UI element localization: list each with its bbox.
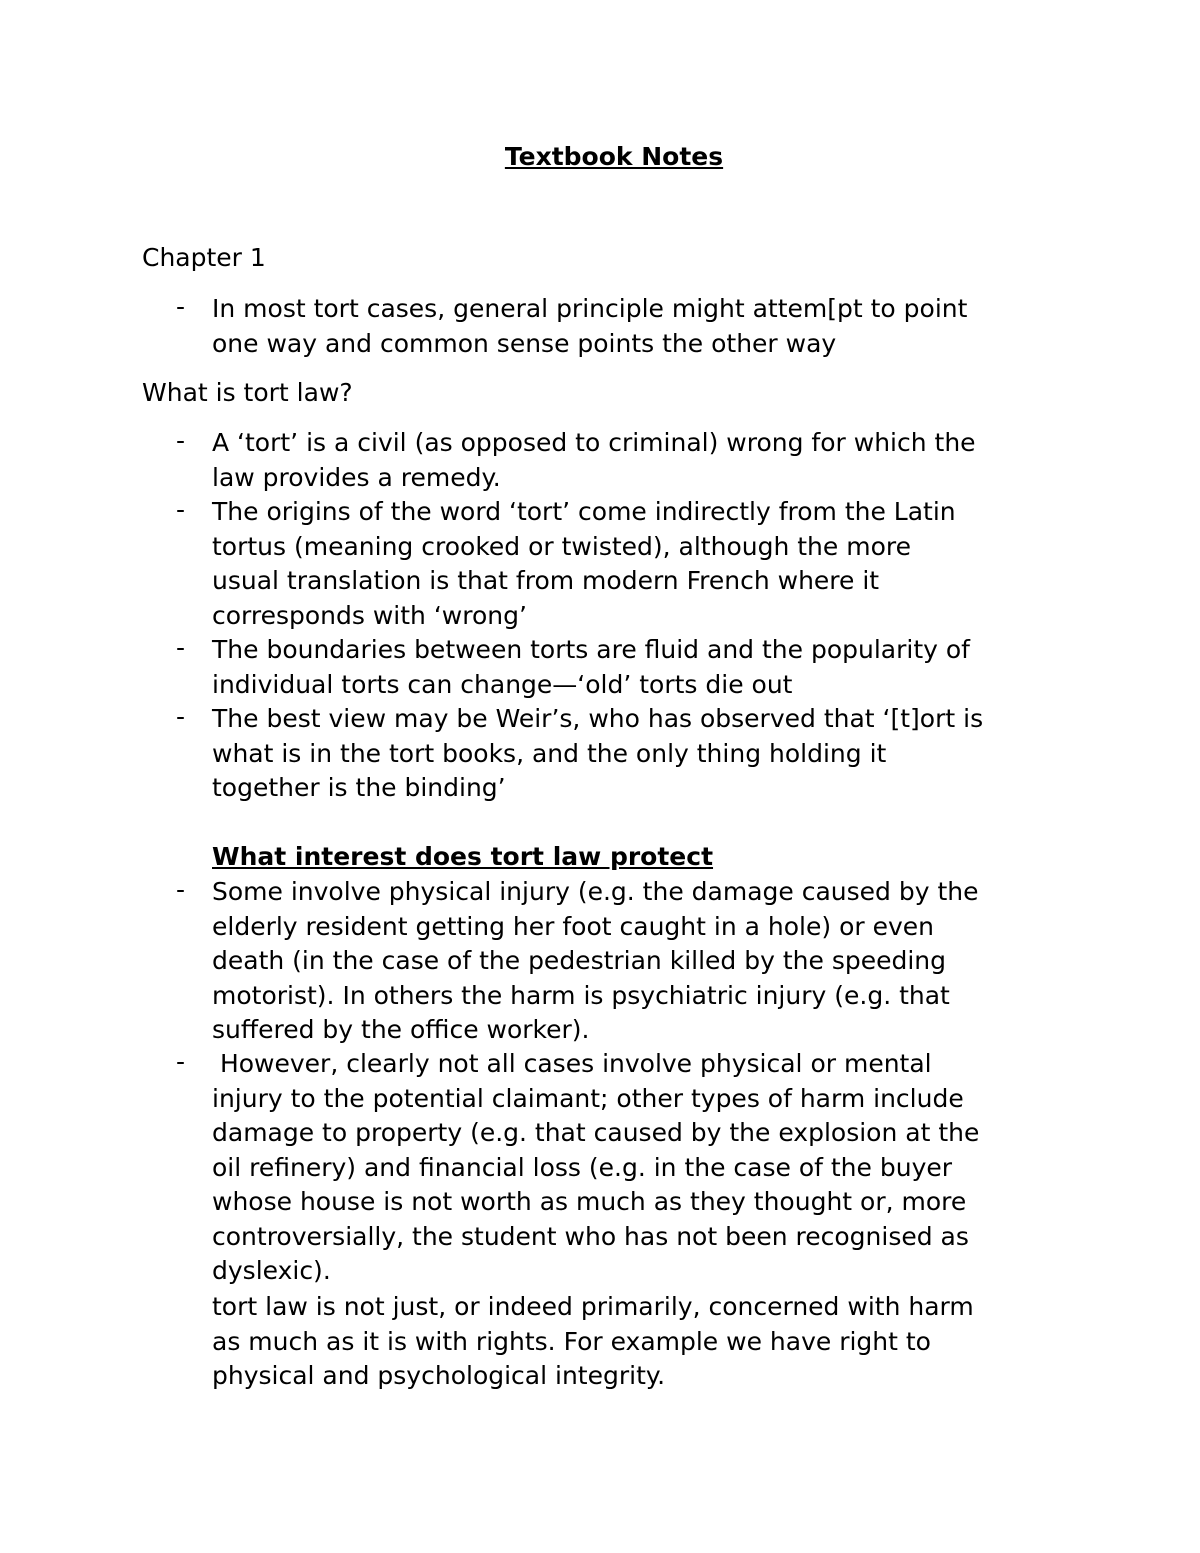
bullet-line: one way and common sense points the other way <box>212 328 837 358</box>
bullet-line: controversially, the student who has not been recognised as <box>212 1221 969 1251</box>
bullet-line: In most tort cases, general principle might attem[pt to point <box>212 294 968 323</box>
paragraph-line: as much as it is with rights. For example we have right to <box>212 1326 931 1356</box>
paragraph-line: tort law is not just, or indeed primarily, concerned with harm <box>212 1292 974 1321</box>
bullet-dash: - <box>176 702 186 731</box>
bullet-line: oil refinery) and financial loss (e.g. in the case of the buyer <box>212 1152 953 1182</box>
bullet-text <box>212 292 967 361</box>
bullet-line: dyslexic). <box>212 1256 331 1285</box>
bullet-line: what is in the tort books, and the only thing holding it <box>212 738 887 768</box>
bullet-line: A ‘tort’ is a civil (as opposed to criminal) wrong for which the <box>212 428 976 457</box>
chapter-heading: Chapter 1 <box>142 243 266 272</box>
bullet-dash: - <box>176 633 186 662</box>
bullet-text <box>212 426 976 495</box>
bullet-line: However, clearly not all cases involve physical or mental <box>212 1049 932 1078</box>
paragraph-line: physical and psychological integrity. <box>212 1361 666 1390</box>
document-title: Textbook Notes <box>504 142 724 171</box>
bullet-line: together is the binding’ <box>212 773 506 802</box>
bullet-line: whose house is not worth as much as they thought or, more <box>212 1187 967 1216</box>
bullet-line: injury to the potential claimant; other types of harm include <box>212 1083 964 1113</box>
bullet-line: The origins of the word ‘tort’ come indirectly from the Latin <box>212 497 956 526</box>
bullet-text <box>212 702 983 806</box>
bullet-text <box>212 1047 979 1289</box>
bullet-line: usual translation is that from modern French where it <box>212 566 880 595</box>
bullet-dash: - <box>176 1047 186 1076</box>
bullet-line: damage to property (e.g. that caused by the explosion at the <box>212 1118 980 1147</box>
bullet-text <box>212 633 970 702</box>
bullet-line: law provides a remedy. <box>212 462 501 492</box>
bullet-text <box>212 495 956 633</box>
bullet-line: suffered by the office worker). <box>212 1015 590 1044</box>
section-question: What is tort law? <box>142 378 353 407</box>
bullet-line: The boundaries between torts are fluid and the popularity of <box>212 635 970 664</box>
bullet-line: tortus (meaning crooked or twisted), although the more <box>212 531 911 561</box>
bullet-line: corresponds with ‘wrong’ <box>212 600 527 630</box>
bullet-line: motorist). In others the harm is psychiatric injury (e.g. that <box>212 980 950 1010</box>
closing-paragraph <box>212 1290 974 1394</box>
bullet-dash: - <box>176 875 186 904</box>
bullet-line: The best view may be Weir’s, who has observed that ‘[t]ort is <box>212 704 984 733</box>
bullet-line: individual torts can change—‘old’ torts die out <box>212 669 793 699</box>
bullet-dash: - <box>176 292 186 321</box>
bullet-dash: - <box>176 426 186 455</box>
bullet-line: Some involve physical injury (e.g. the damage caused by the <box>212 877 979 906</box>
bullet-line: death (in the case of the pedestrian killed by the speeding <box>212 946 947 975</box>
bullet-line: elderly resident getting her foot caught in a hole) or even <box>212 911 934 941</box>
bullet-dash: - <box>176 495 186 524</box>
bullet-text <box>212 875 978 1048</box>
interest-heading: What interest does tort law protect <box>212 842 714 871</box>
